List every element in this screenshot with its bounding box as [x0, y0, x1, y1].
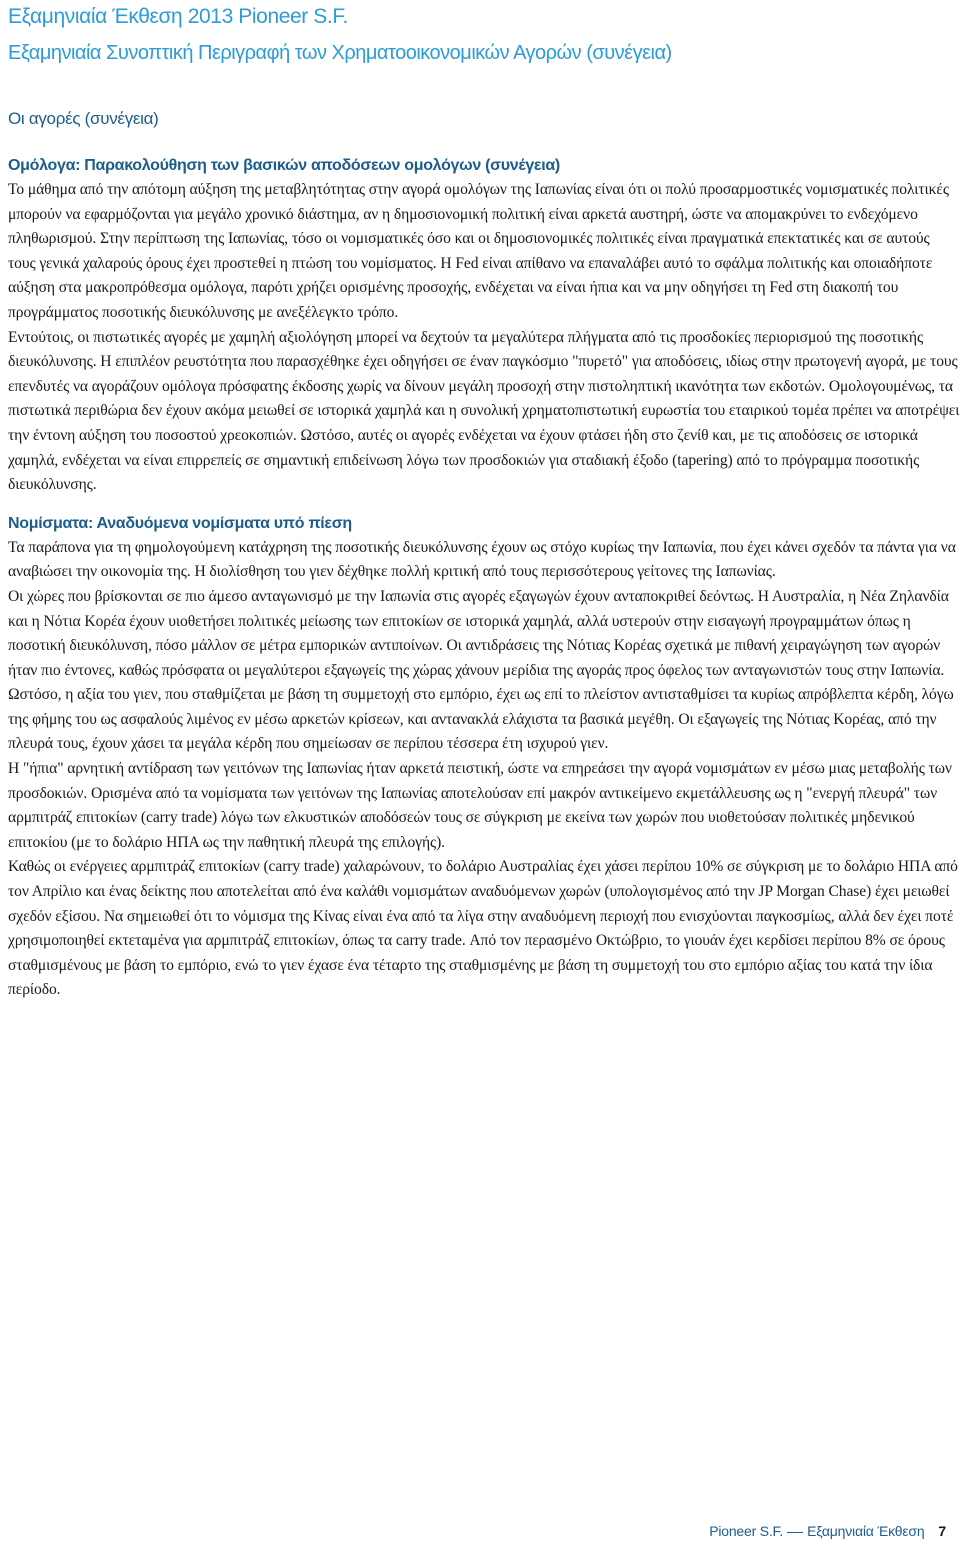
- currencies-paragraph-2: Οι χώρες που βρίσκονται σε πιο άμεσο ανταγωνισμό με την Ιαπωνία στις αγορές εξαγωγών έχουν ανταποκριθεί δεόντως. Η Αυστραλία, η Νέα Ζηλανδία και η Νότια Κορέα έχουν υιοθετήσει πολιτικές μείωσης των επιτοκίων σε ιστορικά χαμηλά, αλλά υστερούν στην εισαγωγή προγραμμάτων όπως η ποσοτική διευκόλυνση, πόσο μάλλον σε μέτρα εμπορικών αντιποίνων. Οι αντιδράσεις της Νότιας Κορέας σχετικά με πιθανή χειραγώγηση των αγορών ήταν πιο έντονες, καθώς πρόσφατα οι μεγαλύτεροι εξαγωγείς της χώρας χάνουν μερίδια της αγοράς προς όφελος των ανταγωνιστών τους στην Ιαπωνία.: [8, 587, 949, 679]
- bonds-paragraph-2: Εντούτοις, οι πιστωτικές αγορές με χαμηλή αξιολόγηση μπορεί να δεχτούν τα μεγαλύτερα πλήγματα από τις προσδοκίες περιορισμού της ποσοτικής διευκόλυνσης. Η επιπλέον ρευστότητα που παρασχέθηκε έχει οδηγήσει σε έναν παγκόσμιο "πυρετό" για αποδόσεις, ιδίως στην πρωτογενή αγορά, με τους επενδυτές να αγοράζουν ομόλογα πρόσφατης έκδοσης χωρίς να δίνουν μεγάλη προσοχή στην πιστοληπτική ικανότητα των εκδοτών. Ομολογουμένως, τα πιστωτικά περιθώρια δεν έχουν ακόμα μειωθεί σε ιστορικά χαμηλά και η συνολική χρηματοπιστωτική ευρωστία του εταιρικού τομέα πρέπει να αποτρέψει την έντονη αύξηση του ποσοστού χρεοκοπιών. Ωστόσο, αυτές οι αγορές ενδέχεται να έχουν φτάσει ήδη στο ζενίθ και, με τις αποδόσεις σε ιστορικά χαμηλά, ενδέχεται να είναι επιρρεπείς σε σημαντική επιδείνωση λόγω των προσδοκιών για σταδιακή έξοδο (tapering) από το πρόγραμμα ποσοτικής διευκόλυνσης.: [8, 328, 960, 494]
- currencies-heading: Νομίσματα: Αναδυόμενα νομίσματα υπό πίεση: [8, 514, 352, 532]
- currencies-paragraph-3: Ωστόσο, η αξία του γιεν, που σταθμίζεται με βάση τη συμμετοχή στο εμπόριο, έχει ως επί το πλείστον αντισταθμίσει τα κυρίως απρόβλεπτα κέρδη, λόγω της φήμης του ως ασφαλούς λιμένος εν μέσω αρκετών κρίσεων, και αντανακλά ελάχιστα τα βασικά μεγέθη. Οι εξαγωγείς της Νότιας Κορέας, από την πλευρά τους, έχουν χάσει τα μεγάλα κέρδη που σημείωσαν σε περίπου τέσσερα έτη ισχυρού γιεν.: [8, 686, 954, 753]
- currencies-paragraph-4: Η "ήπια" αρνητική αντίδραση των γειτόνων της Ιαπωνίας ήταν αρκετά πειστική, ώστε να επηρεάσει την αγορά νομισμάτων εν μέσω μιας μεταβολής των προσδοκιών. Ορισμένα από τα νομίσματα των γειτόνων της Ιαπωνίας αποτελούσαν επί μακρόν αντικείμενο εκμετάλλευσης ως η "ενεργή πλευρά" των αρμπιτράζ επιτοκίων (carry trade) λόγω των ελκυστικών αποδόσεών τους σε σύγκριση με εκείνα των χωρών που υιοθετούσαν πολιτικές μηδενικού επιτοκίου (με το δολάριο ΗΠΑ ως την παθητική πλευρά της επιλογής).: [8, 760, 952, 851]
- bonds-paragraph-1: Το μάθημα από την απότομη αύξηση της μεταβλητότητας στην αγορά ομολόγων της Ιαπωνίας είναι ότι οι πολύ προσαρμοστικές νομισματικές πολιτικές μπορούν να εφαρμόζονται για μεγάλο χρονικό διάστημα, αν η δημοσιονομική πολιτική είναι αρκετά αυστηρή, ώστε να απομακρύνει το ενδεχόμενο πληθωρισμού. Στην περίπτωση της Ιαπωνίας, τόσο οι νομισματικές όσο και οι δημοσιονομικές πολιτικές είναι πραγματικά επεκτατικές και σε αυτούς τους γενικά χαλαρούς όρους έχει προστεθεί η πτώση του νομίσματος. Η Fed είναι απίθανο να επαναλάβει αυτό το σφάλμα πολιτικής και οποιαδήποτε αύξηση στα μακροπρόθεσμα ομόλογα, παρότι χρήζει ορισμένης προσοχής, ενδέχεται να είναι ήπια και να μην οδηγήσει τη Fed στη διακοπή του προγράμματος ποσοτικής διευκόλυνσης με ανεξέλεγκτο τρόπο.: [8, 181, 949, 321]
- footer-brand: Pioneer S.F.: [709, 1523, 784, 1539]
- report-subtitle: Εξαμηνιαία Συνοπτική Περιγραφή των Χρηματοοικονομικών Αγορών (συνέγεια): [8, 42, 672, 64]
- currencies-paragraph-5: Καθώς οι ενέργειες αρμπιτράζ επιτοκίων (carry trade) χαλαρώνουν, το δολάριο Αυστραλίας έχει χάσει περίπου 10% σε σύγκριση με το δολάριο ΗΠΑ από τον Απρίλιο και ένας δείκτης που αποτελείται από ένα καλάθι νομισμάτων αναδυόμενων χωρών (υπολογισμένος από την JP Morgan Chase) έχει μειωθεί σχεδόν εξίσου. Να σημειωθεί ότι το νόμισμα της Κίνας είναι ένα από τα λίγα στην αναδυόμενη περιοχή που ενισχύονται παγκοσμίως, αλλά δεν έχει ποτέ χρησιμοποιηθεί εκτεταμένα για αρμπιτράζ επιτοκίων, όπως τα carry trade. Από τον περασμένο Οκτώβριο, το γιουάν έχει κερδίσει περίπου 8% σε όρους σταθμισμένους με βάση το εμπόριο, ενώ το γιεν έχασε ένα τέταρτο της σταθμισμένης με βάση τη συμμετοχή του στο εμπόριο αξίας του κατά την ίδια περίοδο.: [8, 858, 958, 999]
- currencies-paragraph-1: Τα παράπονα για τη φημολογούμενη κατάχρηση της ποσοτικής διευκόλυνσης έχουν ως στόχο κυρίως την Ιαπωνία, που έχει κάνει σχεδόν τα πάντα για να αναβιώσει την οικονομία της. Η διολίσθηση του γιεν δέχθηκε πολλή κριτική από τους περισσότερους γείτονες της Ιαπωνίας.: [8, 538, 956, 581]
- page-number: 7: [938, 1523, 946, 1539]
- bonds-heading: Ομόλογα: Παρακολούθηση των βασικών αποδόσεων ομολόγων (συνέγεια): [8, 157, 560, 174]
- page-footer: [709, 1523, 946, 1539]
- footer-report-name: Εξαμηνιαία Έκθεση: [807, 1523, 925, 1539]
- footer-separator: [787, 1532, 803, 1533]
- document-body: [8, 154, 960, 1003]
- section-heading: Οι αγορές (συνέγεια): [8, 109, 159, 128]
- report-title: Εξαμηνιαία Έκθεση 2013 Pioneer S.F.: [8, 5, 348, 28]
